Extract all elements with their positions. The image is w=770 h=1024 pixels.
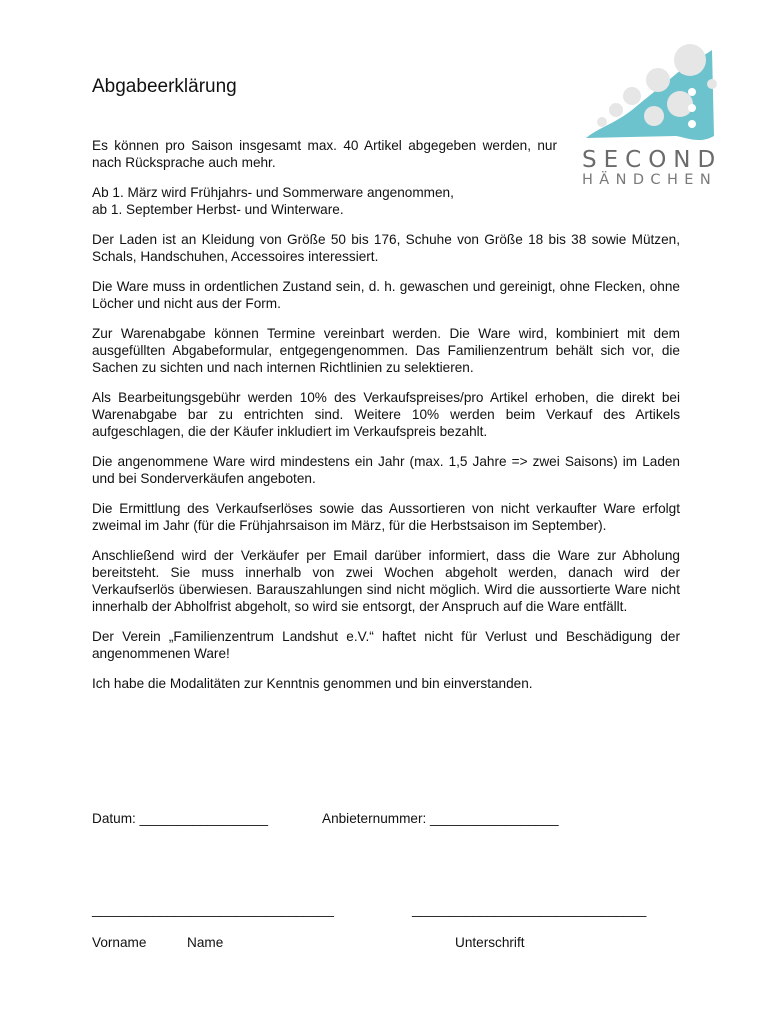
- paragraph-appointments: Zur Warenabgabe können Termine vereinbart werden. Die Ware wird, kombiniert mit dem ausgefüllten Abgabeformular, entgegengenommen. Das Familienzentrum behält sich vor, die Sachen zu sichten und nach internen Richtlinien zu selektieren.: [92, 326, 680, 375]
- logo-bubble: [707, 79, 717, 89]
- logo-bubble: [623, 87, 641, 105]
- datum-field[interactable]: Datum: _________________: [92, 811, 269, 826]
- paragraph-pickup: Anschließend wird der Verkäufer per Email darüber informiert, dass die Ware zur Abholung bereitsteht. Sie muss innerhalb von zwei Wochen abgeholt werden, danach wird der Verkaufserlös überwiesen. Barauszahlungen sind nicht möglich. Wird die aussortierte Ware nicht innerhalb der Abholfrist abgeholt, so wird sie entsorgt, der Anspruch auf die Ware entfällt.: [92, 548, 680, 614]
- paragraph-sizes: Der Laden ist an Kleidung von Größe 50 bis 176, Schuhe von Größe 18 bis 38 sowie Mützen, Schals, Handschuhen, Accessoires interessiert.: [92, 232, 680, 264]
- name-label: Name: [187, 935, 224, 950]
- vorname-label: Vorname: [92, 935, 147, 950]
- logo-bubble: [644, 106, 664, 126]
- paragraph-article-limit: Es können pro Saison insgesamt max. 40 Artikel abgegeben werden, nur nach Rücksprache auch mehr.: [92, 138, 557, 170]
- paragraph-season-dates: [92, 184, 680, 218]
- name-signature-line[interactable]: ________________________________: [92, 902, 334, 917]
- logo-bubble: [667, 91, 693, 117]
- season-dates-line-1: Ab 1. März wird Frühjahrs- und Sommerware angenommen,: [92, 185, 454, 200]
- paragraph-consent: Ich habe die Modalitäten zur Kenntnis genommen und bin einverstanden.: [92, 676, 533, 691]
- unterschrift-label: Unterschrift: [455, 935, 525, 950]
- logo-dot: [688, 120, 696, 128]
- logo-text-second: SECOND: [582, 147, 723, 173]
- logo-text-haendchen: HÄNDCHEN: [582, 172, 718, 188]
- paragraph-settlement: Die Ermittlung des Verkaufserlöses sowie das Aussortieren von nicht verkaufter Ware erfolgt zweimal im Jahr (für die Frühjahrsaison im März, für die Herbstsaison im September).: [92, 501, 680, 533]
- page-title: Abgabeerklärung: [92, 76, 237, 97]
- anbieternummer-field[interactable]: Anbieternummer: _________________: [322, 811, 559, 826]
- logo-bubble: [674, 44, 706, 76]
- season-dates-line-2: ab 1. September Herbst- und Winterware.: [92, 202, 344, 217]
- paragraph-fees: Als Bearbeitungsgebühr werden 10% des Verkaufspreises/pro Artikel erhoben, die direkt bei Warenabgabe bar zu entrichten sind. Weitere 10% werden beim Verkauf des Artikels aufgeschlagen, die der Käufer inkludiert im Verkaufspreis bezahlt.: [92, 390, 680, 439]
- body-text: [92, 137, 680, 705]
- logo-dot: [688, 88, 696, 96]
- paragraph-duration: Die angenommene Ware wird mindestens ein Jahr (max. 1,5 Jahre => zwei Saisons) im Laden und bei Sonderverkäufen angeboten.: [92, 454, 680, 486]
- logo-bubble: [646, 68, 670, 92]
- logo-bubble: [597, 117, 607, 127]
- paragraph-liability: Der Verein „Familienzentrum Landshut e.V.“ haftet nicht für Verlust und Beschädigung der angenommenen Ware!: [92, 629, 680, 661]
- unterschrift-signature-line[interactable]: _______________________________: [412, 902, 647, 917]
- logo-dot: [688, 104, 696, 112]
- paragraph-condition: Die Ware muss in ordentlichen Zustand sein, d. h. gewaschen und gereinigt, ohne Flecken, ohne Löcher und nicht aus der Form.: [92, 279, 680, 311]
- logo-bubble: [609, 103, 623, 117]
